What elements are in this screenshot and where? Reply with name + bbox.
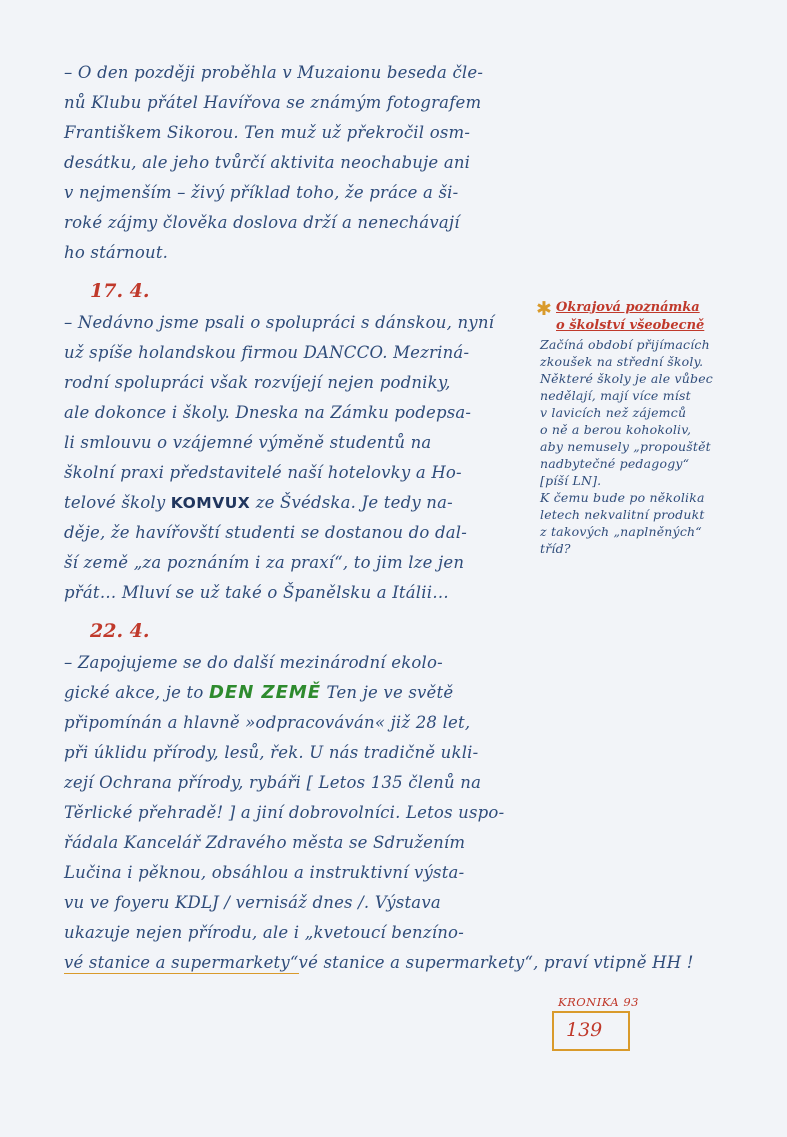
- event-title-den-zeme: DEN ZEMĚ: [208, 682, 322, 703]
- footer-page-stamp: [552, 995, 672, 1051]
- margin-note-body: [540, 336, 745, 557]
- text-line: – O den později proběhla v Muzaionu beseda čle-: [64, 63, 484, 82]
- page-number: 139: [566, 1019, 603, 1041]
- text-line: nadbytečné pedagogy“: [540, 456, 690, 471]
- text-fragment: telové školy: [64, 493, 166, 512]
- paragraph-dancco: [64, 308, 534, 608]
- text-line: ale dokonce i školy. Dneska na Zámku podepsa-: [64, 403, 472, 422]
- text-line: Lučina i pěknou, obsáhlou a instruktivní výsta-: [64, 863, 465, 882]
- text-line: zkoušek na střední školy.: [540, 354, 704, 369]
- margin-note-title-line-1: Okrajová poznámka: [556, 300, 700, 315]
- text-line: řádala Kancelář Zdravého města se Sdružením: [64, 833, 466, 852]
- paragraph-den-zeme: [64, 648, 694, 978]
- text-line-underlined: [64, 948, 694, 978]
- text-fragment: gické akce, je to: [64, 683, 204, 702]
- text-line: v nejmenším – živý příklad toho, že práce a ši-: [64, 183, 459, 202]
- text-line: – Zapojujeme se do další mezinárodní ekolo-: [64, 653, 443, 672]
- text-line: li smlouvu o vzájemné výměně studentů na: [64, 433, 432, 452]
- text-line: školní praxi představitelé naší hotelovky a Ho-: [64, 463, 462, 482]
- text-line: ho stárnout.: [64, 243, 169, 262]
- text-line: připomínán a hlavně »odpracováván« již 28 let,: [64, 713, 471, 732]
- school-name-komvux: KOMVUX: [170, 494, 251, 512]
- text-line: – Nedávno jsme psali o spolupráci s dánskou, nyní: [64, 313, 495, 332]
- text-line: roké zájmy člověka doslova drží a nenechávají: [64, 213, 460, 232]
- text-line: Těrlické přehradě! ] a jiní dobrovolníci. Letos uspo-: [64, 803, 505, 822]
- text-line: letech nekvalitní produkt: [540, 507, 705, 522]
- text-line: už spíše holandskou firmou DANCCO. Mezriná-: [64, 343, 470, 362]
- date-heading-22-4: 22. 4.: [90, 620, 150, 642]
- text-line: zejí Ochrana přírody, rybáři [ Letos 135 členů na: [64, 773, 482, 792]
- paragraph-muzaion: [64, 58, 534, 268]
- text-fragment: Ten je ve světě: [326, 683, 454, 702]
- text-line-with-school-name: [64, 488, 534, 518]
- text-line: desátku, ale jeho tvůrčí aktivita neochabuje ani: [64, 153, 471, 172]
- text-line: nedělají, mají více míst: [540, 388, 691, 403]
- text-fragment: ze Švédska. Je tedy na-: [255, 493, 453, 512]
- date-heading-17-4: 17. 4.: [90, 280, 150, 302]
- text-line: aby nemusely „propouštět: [540, 439, 711, 454]
- text-line: při úklidu přírody, lesů, řek. U nás tradičně ukli-: [64, 743, 479, 762]
- text-line: K čemu bude po několika: [540, 490, 705, 505]
- text-line: o ně a berou kohokoliv,: [540, 422, 692, 437]
- margin-note: [536, 298, 745, 557]
- text-line: rodní spolupráci však rozvíjejí nejen podniky,: [64, 373, 451, 392]
- text-line: ukazuje nejen přírodu, ale i „kvetoucí benzíno-: [64, 923, 464, 942]
- text-line: přát… Mluví se už také o Španělsku a Itálii…: [64, 583, 449, 602]
- margin-note-title-line-2: o školství všeobecně: [556, 318, 705, 333]
- text-line: v lavicích než zájemců: [540, 405, 687, 420]
- text-line: vu ve foyeru KDLJ / vernisáž dnes /. Výstava: [64, 893, 441, 912]
- text-line: ší země „za poznáním i za praxí“, to jim lze jen: [64, 553, 465, 572]
- text-line: Františkem Sikorou. Ten muž už překročil osm-: [64, 123, 471, 142]
- kronika-label: KRONIKA 93: [558, 995, 640, 1009]
- text-line-with-event-title: [64, 678, 534, 708]
- text-line: z takových „naplněných“: [540, 524, 702, 539]
- text-line: tříd?: [540, 541, 571, 556]
- text-line: [píší LN].: [540, 473, 602, 488]
- text-line: Některé školy je ale vůbec: [540, 371, 714, 386]
- text-fragment: vé stanice a supermarkety“, praví vtipně HH !: [298, 953, 694, 972]
- star-icon: ✱: [536, 298, 552, 320]
- text-line: děje, že havířovští studenti se dostanou do dal-: [64, 523, 467, 542]
- underlined-fragment: vé stanice a supermarkety“: [64, 953, 299, 972]
- text-line: Začíná období přijímacích: [540, 337, 710, 352]
- page-number-box: [552, 1011, 630, 1051]
- text-line: nů Klubu přátel Havířova se známým fotografem: [64, 93, 482, 112]
